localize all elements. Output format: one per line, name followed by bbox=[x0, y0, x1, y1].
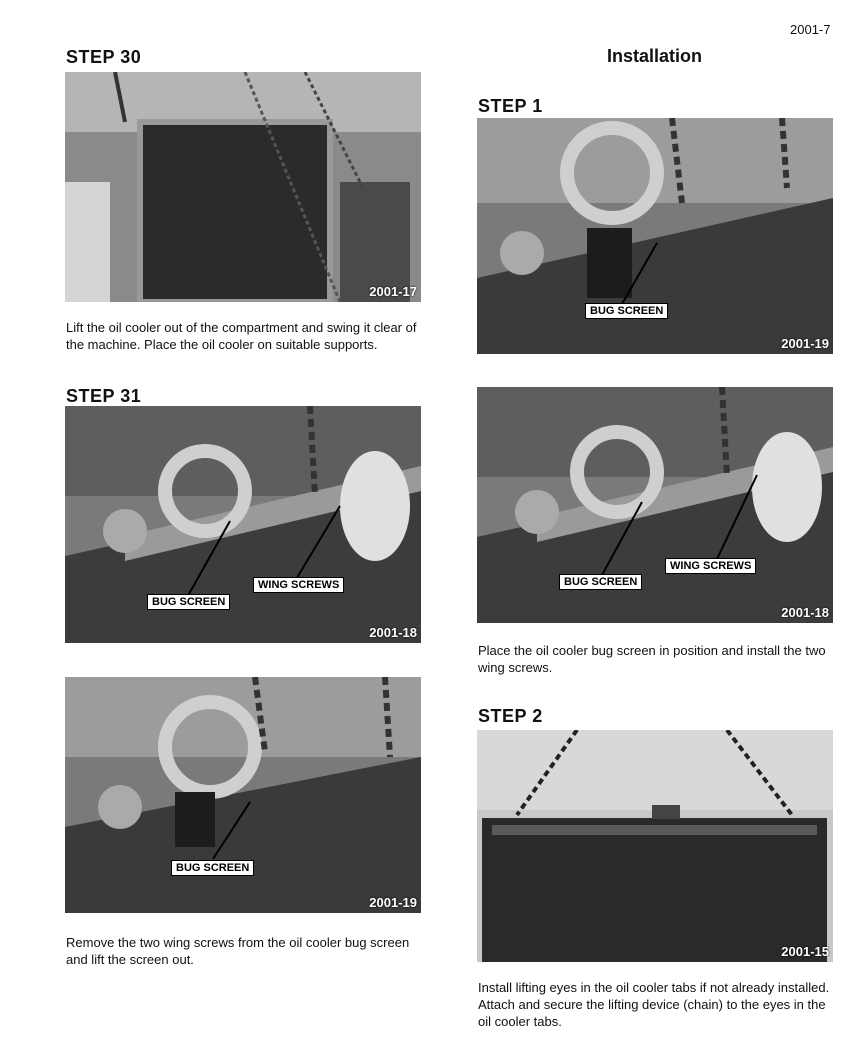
callout-bug-screen: BUG SCREEN bbox=[147, 594, 230, 610]
photo-bug-screen-wing-screws-graphic bbox=[65, 406, 421, 643]
photo-oil-cooler-lift-graphic bbox=[65, 72, 421, 302]
step-30-text: Lift the oil cooler out of the compartment and swing it clear of the machine. Place the oil cooler on suitable supports. bbox=[66, 320, 417, 352]
photo-bug-screen-wing-screws bbox=[65, 406, 421, 643]
step-1-heading: STEP 1 bbox=[478, 96, 543, 116]
callout-wing-screws: WING SCREWS bbox=[665, 558, 756, 574]
figure-number: 2001-19 bbox=[369, 895, 417, 910]
figure-number: 2001-15 bbox=[781, 944, 829, 959]
page-number: 2001-7 bbox=[790, 22, 831, 37]
step-31-text: Remove the two wing screws from the oil cooler bug screen and lift the screen out. bbox=[66, 935, 410, 967]
photo-wing-screws-install bbox=[477, 387, 833, 623]
installation-title: Installation bbox=[607, 46, 703, 66]
photo-bug-screen-removed-graphic bbox=[65, 677, 421, 913]
step-2-text: Install lifting eyes in the oil cooler tabs if not already installed. Attach and secure the lifting device (chain) to the eyes in the oil cooler tabs. bbox=[478, 980, 830, 1029]
photo-wing-screws-install-graphic bbox=[477, 387, 833, 623]
callout-bug-screen: BUG SCREEN bbox=[585, 303, 668, 319]
step-1-text: Place the oil cooler bug screen in position and install the two wing screws. bbox=[478, 643, 826, 675]
figure-number: 2001-17 bbox=[369, 284, 417, 299]
callout-wing-screws: WING SCREWS bbox=[253, 577, 344, 593]
callout-bug-screen: BUG SCREEN bbox=[171, 860, 254, 876]
photo-bug-screen-install bbox=[477, 118, 833, 354]
photo-lifting-chain bbox=[477, 730, 833, 962]
step-31-heading: STEP 31 bbox=[66, 386, 142, 406]
step-2-heading: STEP 2 bbox=[478, 706, 543, 726]
figure-number: 2001-18 bbox=[369, 625, 417, 640]
photo-bug-screen-removed bbox=[65, 677, 421, 913]
figure-number: 2001-18 bbox=[781, 605, 829, 620]
step-30-heading: STEP 30 bbox=[66, 47, 142, 67]
photo-lifting-chain-graphic bbox=[477, 730, 833, 962]
photo-oil-cooler-lift bbox=[65, 72, 421, 302]
figure-number: 2001-19 bbox=[781, 336, 829, 351]
callout-bug-screen: BUG SCREEN bbox=[559, 574, 642, 590]
